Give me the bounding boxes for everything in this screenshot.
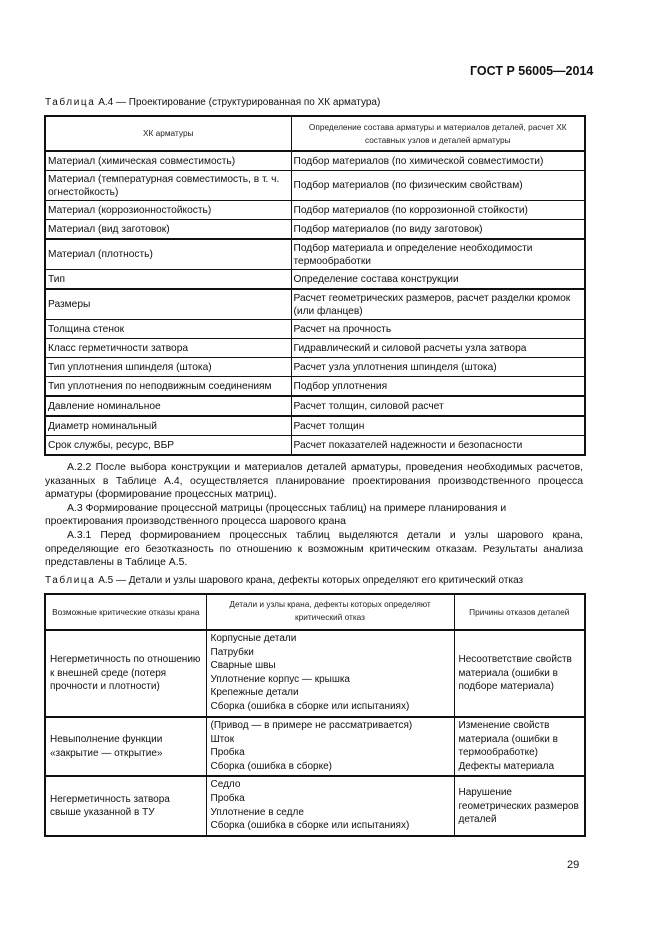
- cause-item: Изменение свойств материала (ошибки в термообработке): [458, 720, 558, 759]
- table-row: [45, 436, 585, 456]
- table-row: [45, 416, 585, 436]
- table-row: [45, 377, 585, 397]
- cell: Расчет толщин, силовой расчет: [291, 396, 585, 416]
- paragraph-a-2-2: А.2.2 После выбора конструкции и материалов деталей арматуры, проведения необходимых расчетов, указанных в Таблице А.4, осуществляется планирование проектирования производственного процесса арматуры (формирование процессных матриц).: [45, 462, 583, 501]
- cell: Материал (температурная совместимость, в т. ч. огнестойкость): [45, 171, 291, 201]
- cell: Подбор материалов (по химической совместимости): [291, 151, 585, 171]
- cell: Подбор материалов (по коррозионной стойкости): [291, 201, 585, 220]
- part-item: Корпусные детали: [210, 633, 297, 644]
- cell: Диаметр номинальный: [45, 416, 291, 436]
- table-row: [45, 339, 585, 358]
- causes-cell: [454, 630, 585, 717]
- part-item: Уплотнение корпус — крышка: [210, 673, 350, 685]
- causes-cell: [454, 717, 585, 776]
- cell: Материал (плотность): [45, 239, 291, 270]
- cause-item: Нарушение геометрических размеров деталей: [458, 786, 579, 826]
- caption-text: А.5 — Детали и узлы шарового крана, дефекты которых определяют его критический отказ: [95, 575, 524, 586]
- part-item: Седло: [210, 779, 241, 791]
- part-item: Сборка (ошибка в сборке или испытаниях): [210, 820, 410, 832]
- parts-cell: [206, 776, 454, 836]
- table-row: [45, 630, 585, 717]
- table-a4-caption: [45, 97, 380, 108]
- part-item: Сварные швы: [210, 660, 276, 672]
- cell: Материал (вид заготовок): [45, 220, 291, 240]
- cause-item: Несоответствие свойств материала (ошибки в подборе материала): [458, 654, 572, 693]
- table-row: [45, 270, 585, 290]
- table-row: [45, 289, 585, 320]
- table-a5: [44, 593, 586, 837]
- cell: Давление номинальное: [45, 396, 291, 416]
- table-row: [45, 171, 585, 201]
- cell: Материал (химическая совместимость): [45, 151, 291, 171]
- table-row: [45, 220, 585, 240]
- parts-cell: [206, 630, 454, 717]
- page-number: 29: [567, 859, 580, 871]
- part-item: Сборка (ошибка в сборке): [210, 760, 332, 772]
- paragraph-a-3: А.3 Формирование процессной матрицы (процессных таблиц) на примере планирования и проектирования производственного процесса шарового крана: [45, 502, 507, 528]
- column-header: Определение состава арматуры и материалов деталей, расчет ХК составных узлов и деталей арматуры: [291, 116, 585, 151]
- cell: Подбор материала и определение необходимости термообработки: [291, 239, 585, 270]
- table-a5-caption: [45, 575, 523, 586]
- part-item: Сборка (ошибка в сборке или испытаниях): [210, 700, 410, 712]
- table-row: [45, 239, 585, 270]
- caption-word: Таблица: [45, 575, 96, 586]
- part-item: Крепежные детали: [210, 687, 299, 699]
- cell: Гидравлический и силовой расчеты узла затвора: [291, 339, 585, 358]
- cell: Тип уплотнения шпинделя (штока): [45, 358, 291, 377]
- part-item: (Привод — в примере не рассматривается): [210, 720, 413, 731]
- caption-word: Таблица: [45, 97, 96, 108]
- cell: Тип: [45, 270, 291, 290]
- cell: Тип уплотнения по неподвижным соединениям: [45, 377, 291, 397]
- part-item: Патрубки: [210, 646, 254, 658]
- table-row: [45, 396, 585, 416]
- cell: Определение состава конструкции: [291, 270, 585, 290]
- cell: Срок службы, ресурс, ВБР: [45, 436, 291, 456]
- cell: Расчет узла уплотнения шпинделя (штока): [291, 358, 585, 377]
- part-item: Шток: [210, 733, 235, 745]
- table-row: [45, 717, 585, 776]
- cell: Расчет показателей надежности и безопасности: [291, 436, 585, 456]
- caption-text: А.4 — Проектирование (структурированная по ХК арматура): [95, 97, 381, 108]
- column-header: ХК арматуры: [45, 116, 291, 151]
- failure-cell: Негерметичность затвора свыше указанной в ТУ: [45, 776, 206, 836]
- cell: Толщина стенок: [45, 320, 291, 339]
- paragraph-a-3-1: А.3.1 Перед формированием процессных таблиц выделяются детали и узлы шарового крана, определяющие его безотказность по отношению к возможным критическим отказам. Результаты анализа представлены в Таблице А.5.: [45, 529, 583, 569]
- table-row: [45, 201, 585, 220]
- column-header: Детали и узлы крана, дефекты которых определяют критический отказ: [206, 594, 454, 630]
- part-item: Пробка: [210, 747, 245, 759]
- failure-cell: Невыполнение функции «закрытие — открытие»: [45, 717, 206, 776]
- part-item: Уплотнение в седле: [210, 806, 304, 818]
- column-header: Причины отказов деталей: [454, 594, 585, 630]
- cell: Подбор материалов (по виду заготовок): [291, 220, 585, 240]
- causes-cell: [454, 776, 585, 836]
- body-text: [45, 461, 583, 570]
- failure-cell: Негерметичность по отношению к внешней среде (потеря прочности и плотности): [45, 630, 206, 717]
- cell: Подбор уплотнения: [291, 377, 585, 397]
- cell: Материал (коррозионностойкость): [45, 201, 291, 220]
- cell: Расчет на прочность: [291, 320, 585, 339]
- table-row: [45, 320, 585, 339]
- cell: Класс герметичности затвора: [45, 339, 291, 358]
- cause-item: Дефекты материала: [458, 760, 555, 772]
- cell: Расчет толщин: [291, 416, 585, 436]
- parts-cell: [206, 717, 454, 776]
- table-row: [45, 776, 585, 836]
- table-row: [45, 358, 585, 377]
- cell: Подбор материалов (по физическим свойствам): [291, 171, 585, 201]
- part-item: Пробка: [210, 792, 245, 804]
- cell: Расчет геометрических размеров, расчет разделки кромок (или фланцев): [291, 289, 585, 320]
- document-id: ГОСТ Р 56005—2014: [470, 64, 594, 78]
- cell: Размеры: [45, 289, 291, 320]
- table-a4: [44, 115, 586, 456]
- table-row: [45, 151, 585, 171]
- column-header: Возможные критические отказы крана: [45, 594, 206, 630]
